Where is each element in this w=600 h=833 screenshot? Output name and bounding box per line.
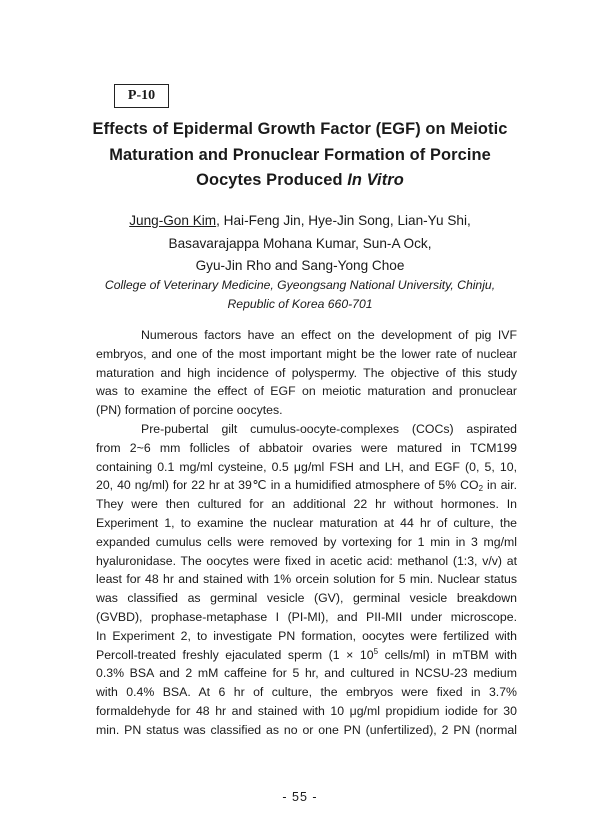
body-line: least for 48 hr and stained with 1% orcein solution for 5 min. Nuclear status [96,572,517,587]
abstract-code-box [114,84,169,108]
author-list [40,210,560,278]
title-line-3-text: Oocytes Produced [196,171,348,189]
authors-line-1-rest: , Hai-Feng Jin, Hye-Jin Song, Lian-Yu Shi, [216,213,471,228]
body-line: Pre-pubertal gilt cumulus-oocyte-complexes (COCs) aspirated [141,421,517,436]
body-line: (GVBD), prophase-metaphase I (PI-MI), and PII-MII under microscope. [96,609,517,624]
body-line: formaldehyde for 48 hr and stained with 10 μg/ml propidium iodide for 30 [96,703,517,718]
body-line: hyaluronidase. The oocytes were fixed in acetic acid: methanol (1:3, v/v) at [96,553,517,568]
body-line-sperm [96,646,517,665]
authors-line-2: Basavarajappa Mohana Kumar, Sun-A Ock, [168,235,432,251]
body-line: with 0.4% BSA. At 6 hr of culture, the embryos were fixed in 3.7% [96,685,517,700]
affiliation-line-1: College of Veterinary Medicine, Gyeongsang National University, Chinju, [104,278,496,292]
body-line: Numerous factors have an effect on the development of pig IVF [141,328,517,342]
authors-line-1 [40,210,560,233]
affiliation-line-2: Republic of Korea 660-701 [227,297,373,311]
sperm-line-end: cells/ml) in mTBM with [378,647,517,662]
body-line: (PN) formation of porcine oocytes. [96,403,283,418]
body-line: containing 0.1 mg/ml cysteine, 0.5 μg/ml FSH and LH, and EGF (0, 5, 10, [96,459,517,474]
presenting-author: Jung-Gon Kim [129,213,217,228]
abstract-body [96,326,517,740]
paper-title [40,117,560,194]
co2-line-end: in air. [483,478,517,493]
body-line: They were then cultured for an additional 22 hr without hormones. In [96,497,517,512]
body-line: embryos, and one of the most important might be the lower rate of nuclear [96,346,517,361]
sperm-line-text: Percoll-treated freshly ejaculated sperm (1 × 10 [96,647,374,662]
body-line: In Experiment 2, to investigate PN formation, oocytes were fertilized with [96,628,517,643]
authors-line-3: Gyu-Jin Rho and Sang-Yong Choe [195,258,405,273]
body-line: min. PN status was classified as no or one PN (unfertilized), 2 PN (normal [96,722,517,737]
body-line: expanded cumulus cells were removed by vortexing for 1 min in 3 mg/ml [96,534,517,549]
title-line-1: Effects of Epidermal Growth Factor (EGF) on Meiotic [92,120,508,138]
body-line: from 2~6 mm follicles of abbatoir ovaries were matured in TCM199 [96,440,517,455]
body-line: maturation and high incidence of polyspermy. The objective of this study [96,365,517,380]
body-line: Experiment 1, to examine the nuclear maturation at 44 hr of culture, the [96,515,517,530]
abstract-code: P-10 [127,88,156,103]
body-line-co2 [96,476,517,495]
co2-line-text: 20, 40 ng/ml) for 22 hr at 39℃ in a humidified atmosphere of 5% CO [96,478,479,493]
title-line-3 [40,168,560,194]
title-line-2: Maturation and Pronuclear Formation of Porcine [109,145,491,164]
page-number: - 55 - [282,790,318,804]
body-line: was classified as germinal vesicle (GV), germinal vesicle breakdown [96,591,517,606]
body-line: was to examine the effect of EGF on meiotic maturation and pronuclear [96,384,517,399]
sperm-exponent: 5 [373,646,379,656]
body-line: 0.3% BSA and 2 mM caffeine for 5 hr, and cultured in NCSU-23 medium [96,666,517,681]
title-italic-in-vitro: In Vitro [347,171,404,189]
co2-subscript: 2 [478,484,484,494]
affiliation [40,276,560,314]
